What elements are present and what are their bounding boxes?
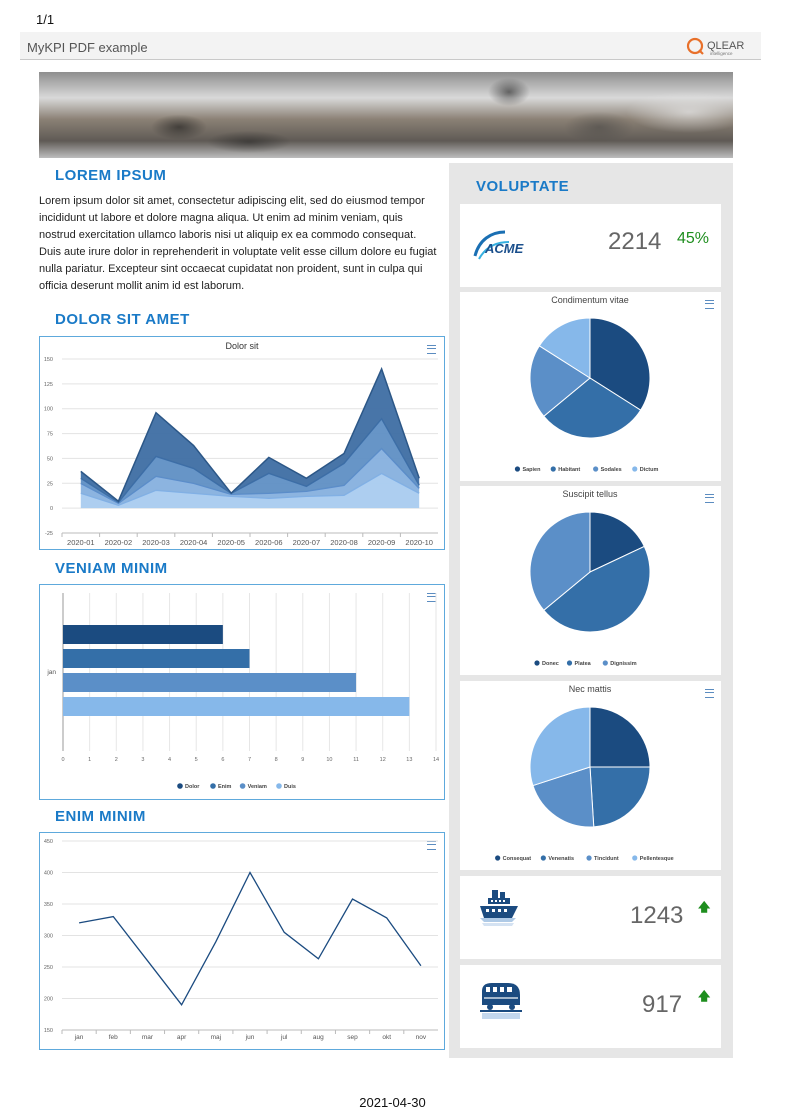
document-header [20,32,761,60]
legend-label: Pellentesque [639,856,674,862]
pie-card-3 [460,681,721,870]
x-tick-label: jan [74,1034,84,1041]
legend-label: Dolor [185,784,200,790]
pie-slice-consequat [590,707,650,767]
y-tick-label: 150 [43,1028,53,1034]
y-tick-label: 0 [49,506,53,513]
pie-chart-3 [460,681,721,870]
legend-marker [632,466,637,471]
y-tick-label: 300 [43,933,53,940]
y-tick-label: 25 [46,481,53,488]
x-tick-label: 14 [432,757,440,763]
x-tick-label: 2020-08 [330,538,358,547]
legend-label: Enim [218,784,232,790]
legend-marker [210,783,216,789]
kpi-card-ship [460,876,721,959]
x-tick-label: jun [245,1034,255,1041]
kpi-value-acme: 2214 [608,228,662,255]
legend-label: Habitant [558,467,581,473]
x-tick-label: 2020-10 [405,538,433,547]
ship-icon [478,886,520,938]
legend-label: Duis [284,784,296,790]
legend-marker [551,466,556,471]
legend-label: Veniam [247,784,267,790]
legend-label: Sodales [600,467,622,473]
pie-card-1 [460,292,721,481]
pie-card-2 [460,486,721,675]
bar-chart [40,585,444,799]
x-tick-label: 2020-04 [179,538,208,547]
legend-label: Consequat [502,856,532,862]
x-tick-label: 2020-03 [142,538,170,547]
y-tick-label: 125 [43,381,53,388]
line-chart [40,833,444,1049]
x-tick-label: 8 [274,757,278,763]
x-tick-label: maj [210,1034,222,1041]
x-tick-label: 5 [194,757,198,763]
y-tick-label: 350 [43,902,53,908]
chart-title: Condimentum vitae [551,295,629,305]
trend-up-icon: 🡅 [698,989,711,1003]
y-tick-label: -25 [45,531,53,537]
x-tick-label: 2 [114,757,118,763]
x-tick-label: 12 [379,757,386,763]
intro-paragraph: Lorem ipsum dolor sit amet, consectetur adipiscing elit, sed do eiusmod tempor incididunt ut labore et dolore magna aliqua. Ut enim ad minim veniam, quis nostrud exercitation ullamco laboris nisi ut aliquip ex ea commodo consequat. Duis aute irure dolor in reprehenderit in voluptate velit esse cillum dolore eu fugiat nulla pariatur. Excepteur sint occaecat cupidatat non proident, sunt in culpa qui officia deserunt mollit anim id est laborum. [39,195,437,292]
pie-chart-2 [460,486,721,675]
x-tick-label: 2020-05 [217,538,245,547]
kpi-value-train: 917 [642,991,683,1018]
bar-chart-container [39,584,445,800]
kpi-change-acme: 45% [677,230,710,247]
bar-veniam [63,673,356,692]
x-tick-label: apr [176,1034,187,1041]
legend-marker [495,855,500,860]
kpi-value-ship: 1243 [630,902,684,929]
legend-label: Platea [574,661,591,667]
x-tick-label: 0 [61,757,65,763]
chart-title: Nec mattis [568,684,612,694]
chart-title: Dolor sit [225,341,259,351]
legend-marker [177,783,183,789]
section-title-voluptate: VOLUPTATE [476,178,570,195]
x-tick-label: 10 [326,757,333,763]
voluptate-panel [449,163,733,1058]
x-tick-label: 9 [301,757,305,763]
trend-up-icon: 🡅 [698,900,711,914]
bar-enim [63,649,250,668]
x-tick-label: 2020-01 [67,538,95,547]
x-tick-label: 2020-02 [104,538,133,547]
legend-marker [567,660,572,665]
y-tick-label: 400 [43,870,53,877]
legend-label: Dignissim [610,661,637,667]
kpi-card-acme [460,204,721,287]
bar-dolor [63,625,223,644]
section-title-veniam: VENIAM MINIM [55,560,168,577]
y-tick-label: 200 [43,996,53,1003]
legend-marker [515,466,520,471]
footer-date: 2021-04-30 [359,1095,426,1110]
y-tick-label: 450 [43,839,53,845]
x-tick-label: aug [312,1034,324,1041]
legend-marker [603,660,608,665]
x-tick-label: 13 [406,757,413,763]
legend-marker [632,855,637,860]
x-tick-label: 3 [141,757,145,763]
bar-duis [63,697,409,716]
legend-label: Dictum [639,467,659,473]
x-tick-label: okt [382,1034,392,1041]
legend-label: Sapien [522,467,541,473]
x-tick-label: mar [141,1034,154,1041]
legend-marker [276,783,282,789]
legend-marker [240,783,246,789]
acme-logo-text: ACME [485,241,524,256]
section-title-lorem: LOREM IPSUM [55,167,167,184]
logo-subtext: intelligence [710,51,733,56]
legend-marker [586,855,591,860]
section-title-enim: ENIM MINIM [55,808,146,825]
logo-text: QLEAR [707,40,745,52]
legend-marker [534,660,539,665]
banner-image [39,72,733,158]
x-tick-label: 11 [353,757,359,763]
legend-marker [541,855,546,860]
y-tick-label: 250 [43,965,53,971]
legend-label: Tincidunt [594,856,619,862]
x-tick-label: 7 [247,757,252,763]
area-chart-container [39,336,445,550]
legend-marker [593,466,598,471]
x-tick-label: 2020-06 [255,538,283,547]
line-series [79,873,421,1005]
y-tick-label: 150 [43,357,53,363]
x-tick-label: 1 [88,757,92,763]
line-chart-container [39,832,445,1050]
legend-label: Venenatis [548,856,575,862]
x-tick-label: sep [347,1034,358,1041]
section-title-dolor: DOLOR SIT AMET [55,311,190,328]
y-tick-label: 50 [46,456,53,463]
x-tick-label: 2020-09 [367,538,396,547]
page-number: 1/1 [36,12,55,27]
x-tick-label: 4 [168,757,172,763]
legend-label: Donec [542,661,559,667]
acme-logo [471,226,531,262]
area-chart [40,337,444,549]
train-icon [478,977,522,1027]
y-category-label: jan [47,669,56,676]
pie-slice-venenatis [590,767,650,827]
chart-title: Suscipit tellus [562,489,618,499]
kpi-card-train [460,965,721,1048]
x-tick-label: nov [415,1034,427,1041]
pie-chart-1 [460,292,721,481]
x-tick-label: feb [108,1034,118,1041]
qlear-logo [685,34,755,58]
x-tick-label: jul [280,1034,288,1041]
y-tick-label: 100 [43,406,53,413]
document-title: MyKPI PDF example [27,40,148,55]
x-tick-label: 6 [221,757,225,763]
x-tick-label: 2020-07 [292,538,321,547]
y-tick-label: 75 [46,431,53,438]
